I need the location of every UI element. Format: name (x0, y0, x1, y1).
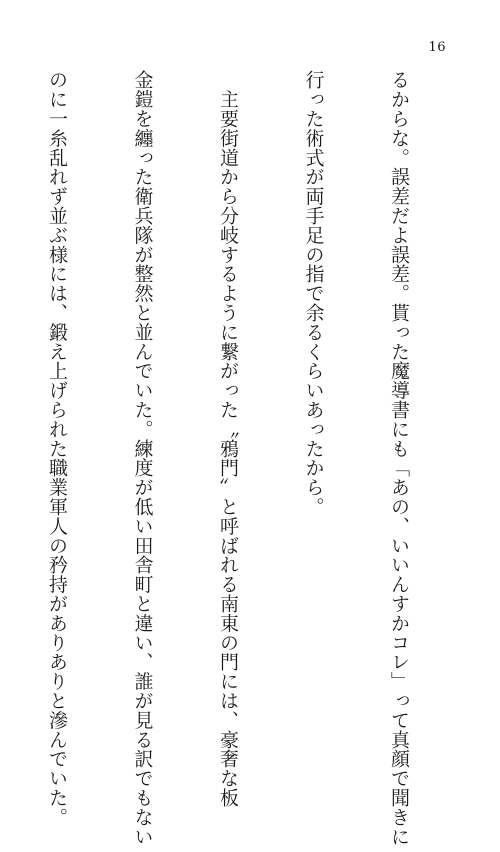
text-line: 金鎧を纏った衛兵隊が整然と並んでいた。練度が低い田舎町と違い、誰が見る訳でもない (131, 70, 154, 846)
text-line: るからな。誤差だよ誤差。貰った魔導書にも「あの、いいんすかコレ」って真顔で聞きに (388, 70, 410, 846)
text-line: のに一糸乱れず並ぶ様には、鍛え上げられた職業軍人の矜持がありありと滲んでいた。 (46, 70, 68, 827)
text-line: 主要街道から分岐するように繋がった〝鴉門〟と呼ばれる南東の門には、豪奢な板 (217, 70, 239, 808)
body-text (30, 70, 470, 846)
page-number: 16 (428, 40, 446, 55)
text-line: 行った術式が両手足の指で余るくらいあったから。 (302, 70, 325, 517)
